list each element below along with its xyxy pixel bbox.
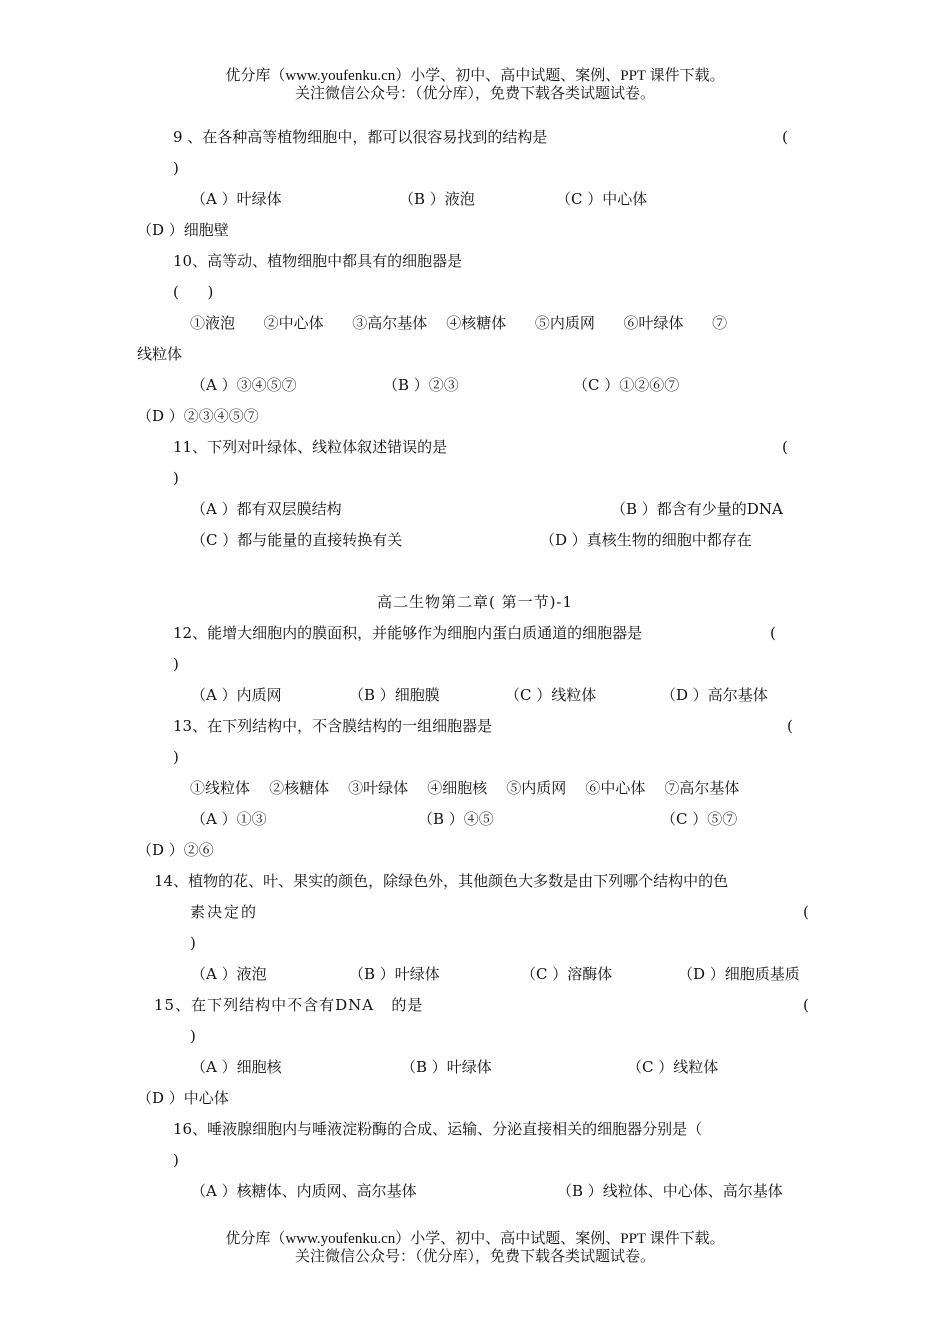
q11-option-d: （D ）真核生物的细胞中都存在	[540, 531, 752, 549]
footer-line-1: 优分库（www.youfenku.cn）小学、初中、高中试题、案例、PPT 课件下载。	[225, 1231, 725, 1247]
q11-option-a: （A ）都有双层膜结构	[191, 500, 342, 518]
q10-items-line-1: ①液泡 ②中心体 ③高尔基体 ④核糖体 ⑤内质网 ⑥叶绿体 ⑦	[190, 314, 728, 332]
q11-paren-open: (	[782, 438, 788, 456]
q9-option-a: （A ）叶绿体	[191, 190, 282, 208]
q14-option-b: （B ）叶绿体	[349, 965, 440, 983]
q15-paren-open: (	[803, 996, 809, 1014]
q15-option-d: （D ）中心体	[137, 1089, 229, 1107]
header-line-1: 优分库（www.youfenku.cn）小学、初中、高中试题、案例、PPT 课件下载。	[225, 68, 725, 84]
q11-option-b: （B ）都含有少量的DNA	[611, 500, 783, 518]
q10-option-b: （B ）②③	[383, 376, 459, 394]
q15-stem: 15、在下列结构中不含有DNA 的是	[154, 996, 424, 1014]
q13-option-b: （B ）④⑤	[418, 810, 494, 828]
q12-stem: 12、能增大细胞内的膜面积，并能够作为细胞内蛋白质通道的细胞器是	[173, 624, 643, 642]
q12-option-d: （D ）高尔基体	[661, 686, 768, 704]
q9-paren-close: )	[173, 159, 179, 177]
q13-paren-close: )	[173, 748, 179, 766]
q13-option-a: （A ）①③	[191, 810, 267, 828]
q10-option-a: （A ）③④⑤⑦	[191, 376, 297, 394]
q12-paren-open: (	[770, 624, 776, 642]
q9-paren-open: (	[782, 128, 788, 146]
q13-option-c: （C ）⑤⑦	[661, 810, 738, 828]
q9-option-c: （C ）中心体	[556, 190, 648, 208]
q10-stem: 10、高等动、植物细胞中都具有的细胞器是	[173, 252, 463, 270]
q15-option-c: （C ）线粒体	[627, 1058, 719, 1076]
q10-option-d: （D ）②③④⑤⑦	[137, 407, 259, 425]
q14-paren-close: )	[190, 934, 196, 952]
q13-stem: 13、在下列结构中，不含膜结构的一组细胞器是	[173, 717, 493, 735]
q13-items: ①线粒体 ②核糖体 ③叶绿体 ④细胞核 ⑤内质网 ⑥中心体 ⑦高尔基体	[190, 779, 740, 797]
q10-items-line-2: 线粒体	[137, 345, 183, 363]
q14-option-a: （A ）液泡	[191, 965, 267, 983]
q11-option-c: （C ）都与能量的直接转换有关	[191, 531, 403, 549]
q14-paren-open: (	[803, 903, 809, 921]
q16-stem: 16、唾液腺细胞内与唾液淀粉酶的合成、运输、分泌直接相关的细胞器分别是（	[173, 1120, 703, 1138]
q16-option-b: （B ）线粒体、中心体、高尔基体	[557, 1182, 783, 1200]
q12-option-c: （C ）线粒体	[505, 686, 597, 704]
q9-option-d: （D ）细胞壁	[137, 221, 229, 239]
q9-stem: 9 、在各种高等植物细胞中，都可以很容易找到的结构是	[173, 128, 548, 146]
q11-stem: 11、下列对叶绿体、线粒体叙述错误的是	[173, 438, 448, 456]
q16-option-a: （A ）核糖体、内质网、高尔基体	[191, 1182, 417, 1200]
q14-stem-line-2: 素决定的	[190, 903, 259, 921]
footer-line-2: 关注微信公众号：（优分库），免费下载各类试题试卷。	[294, 1249, 655, 1265]
q12-paren-close: )	[173, 655, 179, 673]
q10-option-c: （C ）①②⑥⑦	[573, 376, 680, 394]
q16-paren-close: )	[173, 1151, 179, 1169]
q9-option-b: （B ）液泡	[399, 190, 475, 208]
q13-option-d: （D ）②⑥	[137, 841, 214, 859]
q12-option-a: （A ）内质网	[191, 686, 282, 704]
q15-paren-close: )	[190, 1027, 196, 1045]
q12-option-b: （B ）细胞膜	[349, 686, 440, 704]
section-title: 高二生物第二章( 第一节)-1	[376, 593, 574, 611]
q14-stem-line-1: 14、植物的花、叶、果实的颜色，除绿色外，其他颜色大多数是由下列哪个结构中的色	[154, 872, 729, 890]
q11-paren-close: )	[173, 469, 179, 487]
q14-option-c: （C ）溶酶体	[521, 965, 613, 983]
q15-option-b: （B ）叶绿体	[401, 1058, 492, 1076]
q14-option-d: （D ）细胞质基质	[678, 965, 800, 983]
q13-paren-open: (	[787, 717, 793, 735]
q15-option-a: （A ）细胞核	[191, 1058, 282, 1076]
header-line-2: 关注微信公众号：（优分库），免费下载各类试题试卷。	[294, 86, 655, 102]
q10-paren: ( )	[173, 283, 214, 301]
